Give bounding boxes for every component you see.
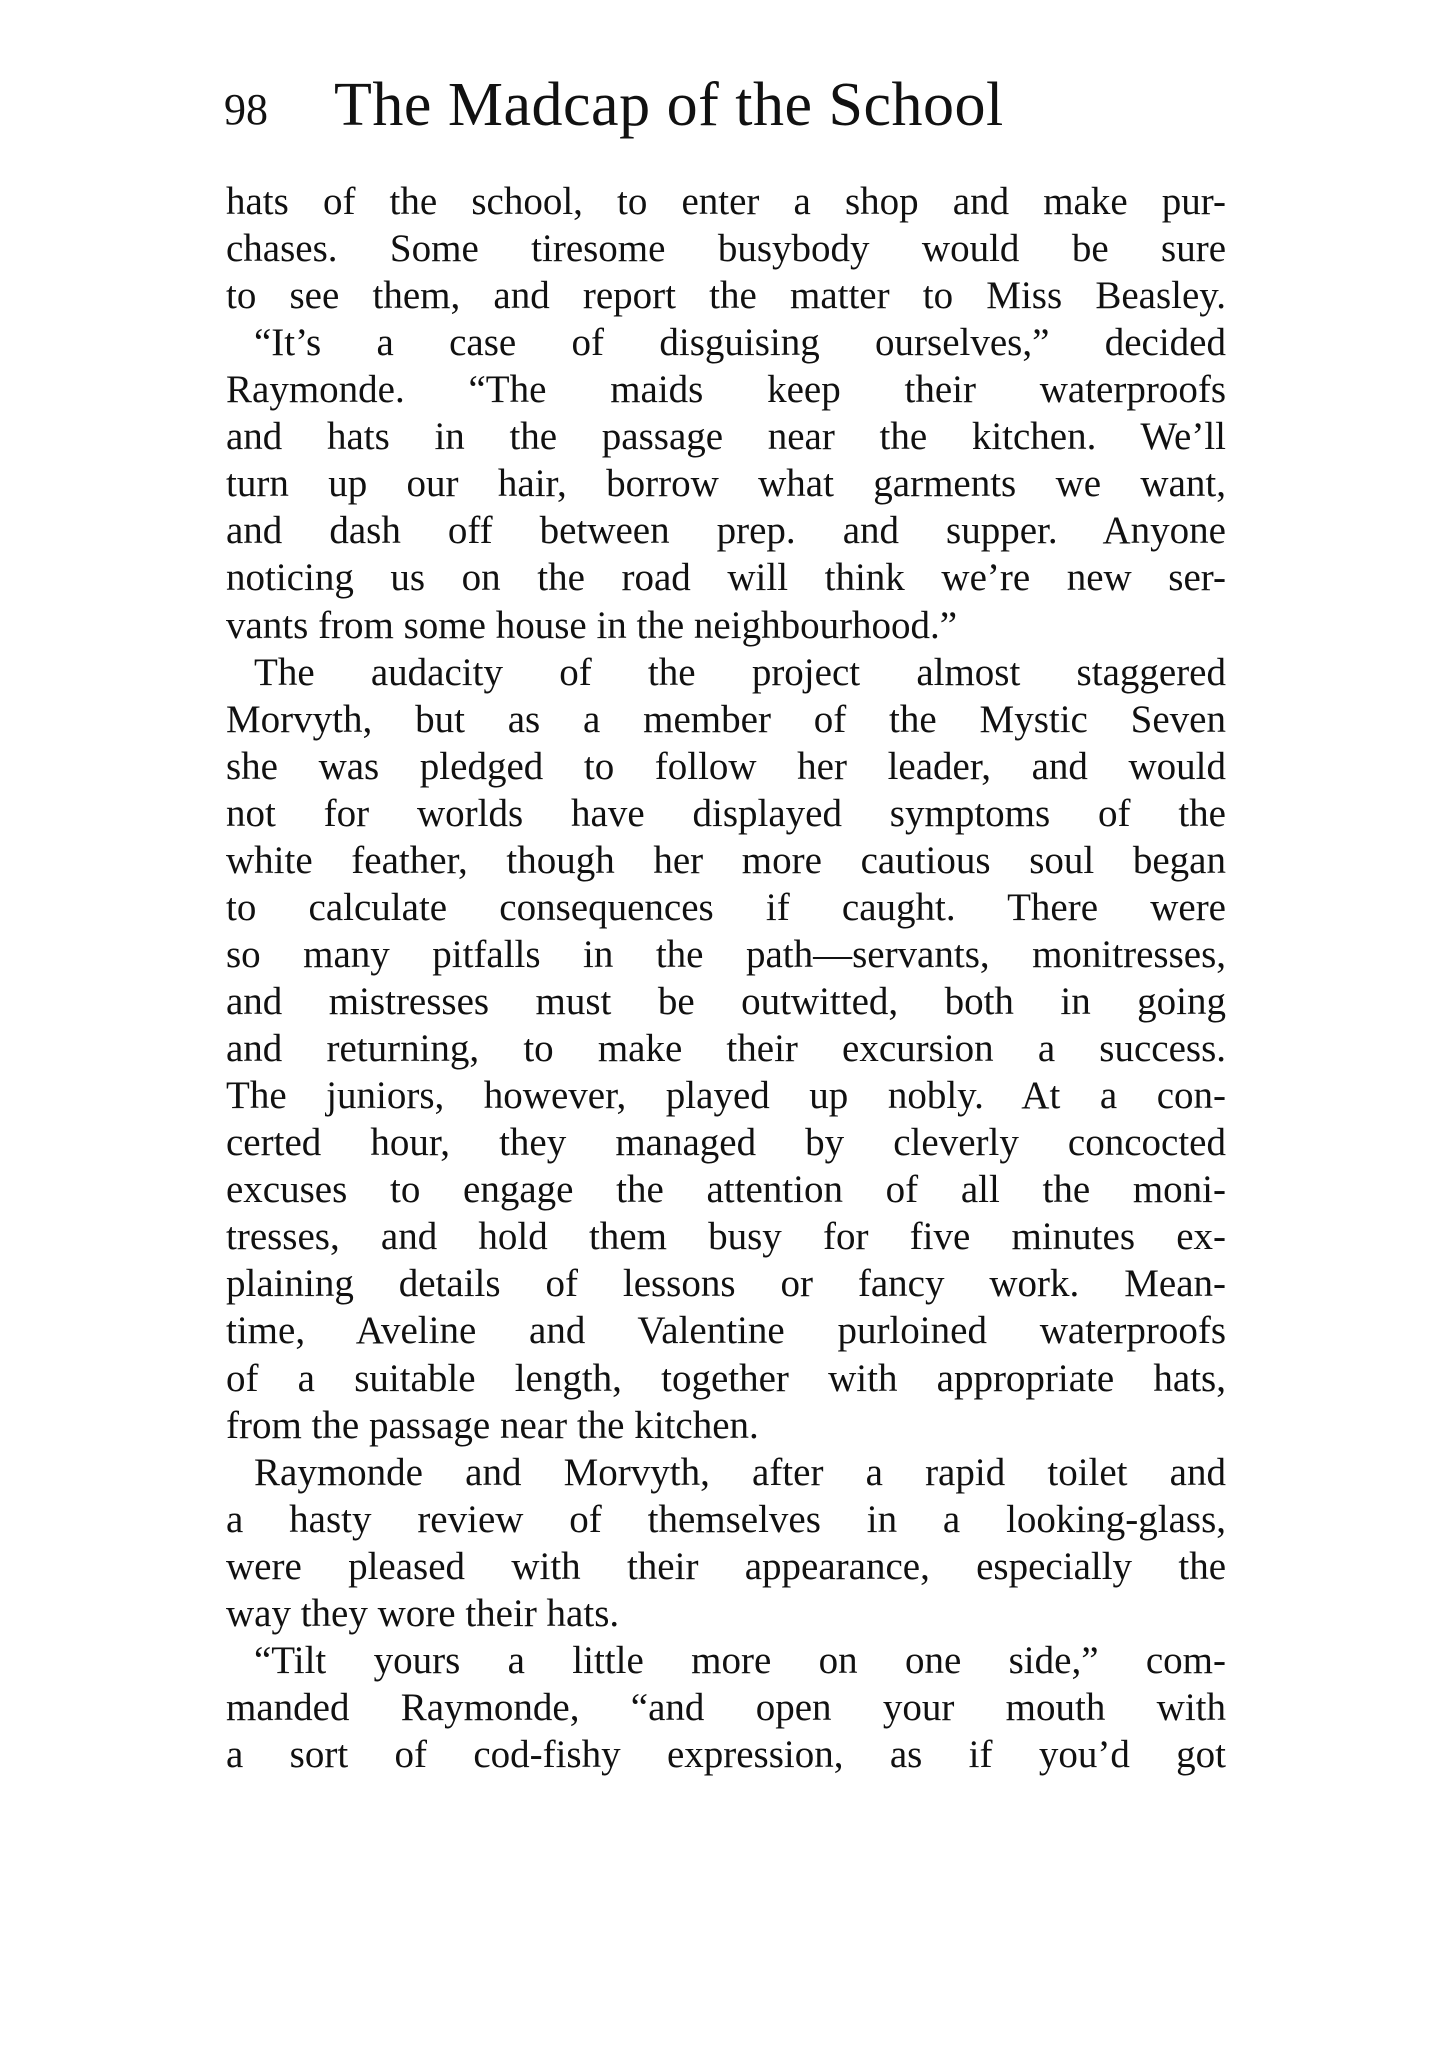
page-number: 98 bbox=[224, 85, 268, 134]
text-line: tresses, and hold them busy for five minutes ex- bbox=[226, 1215, 1226, 1259]
text-line: The juniors, however, played up nobly. At a con- bbox=[226, 1074, 1226, 1118]
text-line: a hasty review of themselves in a looking-glass, bbox=[226, 1497, 1226, 1541]
text-line: The audacity of the project almost staggered bbox=[254, 650, 1226, 694]
text-line: and returning, to make their excursion a success. bbox=[226, 1027, 1226, 1071]
text-line: way they wore their hats. bbox=[226, 1591, 620, 1635]
text-line: white feather, though her more cautious soul began bbox=[226, 838, 1226, 882]
text-line: certed hour, they managed by cleverly concocted bbox=[226, 1121, 1226, 1165]
text-line: chases. Some tiresome busybody would be sure bbox=[226, 227, 1226, 271]
text-line: time, Aveline and Valentine purloined waterproofs bbox=[226, 1309, 1226, 1353]
text-line: and dash off between prep. and supper. Anyone bbox=[226, 509, 1226, 553]
text-line: a sort of cod-fishy expression, as if you’d got bbox=[226, 1732, 1226, 1776]
text-line: manded Raymonde, “and open your mouth with bbox=[226, 1685, 1226, 1729]
text-line: “Tilt yours a little more on one side,” com- bbox=[254, 1638, 1226, 1682]
text-line: plaining details of lessons or fancy work. Mean- bbox=[226, 1262, 1226, 1306]
text-line: she was pledged to follow her leader, and would bbox=[226, 744, 1226, 788]
text-line: Morvyth, but as a member of the Mystic Seven bbox=[226, 697, 1226, 741]
text-line: not for worlds have displayed symptoms of the bbox=[226, 791, 1226, 835]
text-line: vants from some house in the neighbourhood.” bbox=[226, 603, 958, 647]
text-line: “It’s a case of disguising ourselves,” decided bbox=[254, 321, 1226, 365]
text-line: were pleased with their appearance, especially the bbox=[226, 1544, 1226, 1588]
text-line: and hats in the passage near the kitchen. We’ll bbox=[226, 415, 1226, 459]
text-line: turn up our hair, borrow what garments we want, bbox=[226, 462, 1226, 506]
text-line: of a suitable length, together with appropriate hats, bbox=[226, 1356, 1226, 1400]
text-line: hats of the school, to enter a shop and make pur- bbox=[226, 180, 1226, 223]
text-line: excuses to engage the attention of all the moni- bbox=[226, 1168, 1226, 1212]
text-line: noticing us on the road will think we’re new ser- bbox=[226, 556, 1226, 600]
running-title: The Madcap of the School bbox=[334, 71, 1004, 139]
text-line: so many pitfalls in the path—servants, monitresses, bbox=[226, 932, 1226, 976]
text-line: and mistresses must be outwitted, both in going bbox=[226, 980, 1226, 1024]
text-line: Raymonde. “The maids keep their waterproofs bbox=[226, 368, 1226, 412]
text-line: Raymonde and Morvyth, after a rapid toilet and bbox=[254, 1450, 1226, 1494]
running-header bbox=[224, 70, 1234, 140]
text-line: from the passage near the kitchen. bbox=[226, 1403, 759, 1447]
text-line: to calculate consequences if caught. There were bbox=[226, 885, 1226, 929]
text-line: to see them, and report the matter to Miss Beasley. bbox=[226, 274, 1226, 318]
